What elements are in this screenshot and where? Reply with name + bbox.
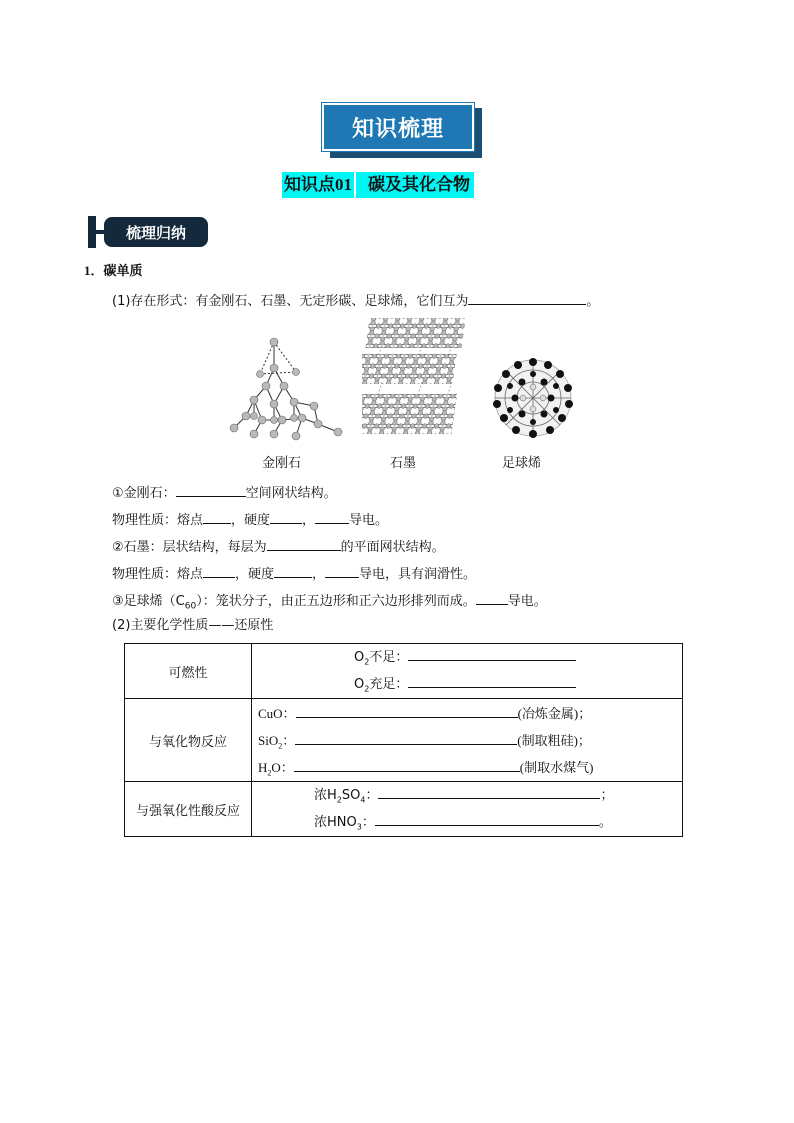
acid-h2so4: 浓$H_2SO_4$： ；: [252, 782, 682, 809]
caption-fullerene: 足球烯: [502, 456, 542, 471]
oxide-sio2: SiO$_2$： (制取粗硅)；: [252, 727, 682, 754]
caption-diamond: 金刚石: [262, 456, 302, 471]
blank-sio2[interactable]: [295, 730, 517, 745]
table-row: [125, 699, 683, 782]
heading-1: [84, 262, 143, 281]
row-label: 与氧化物反应: [125, 699, 252, 782]
blank-graphite-mp[interactable]: [203, 563, 235, 578]
diamond-suffix: 空间网状结构。: [245, 486, 337, 501]
blank-diamond-conduct[interactable]: [315, 509, 349, 524]
title-banner: [322, 103, 474, 151]
forms-line: [112, 290, 599, 311]
blank-diamond-mp[interactable]: [203, 509, 231, 524]
phys2-a: 物理性质：熔点: [112, 567, 204, 582]
knowledge-point-title: [282, 172, 474, 198]
blank-combustion-insufficient[interactable]: [408, 646, 576, 661]
chem-heading: (2)主要化学性质——还原性: [112, 618, 274, 633]
blank-graphite-hardness[interactable]: [274, 563, 312, 578]
blank-combustion-sufficient[interactable]: [408, 673, 576, 688]
heading-1-text: 碳单质: [103, 264, 143, 279]
table-row: [125, 782, 683, 837]
row-label: 可燃性: [125, 644, 252, 699]
forms-end: 。: [586, 294, 600, 309]
blank-diamond-structure[interactable]: [176, 482, 246, 497]
diamond-prefix: ①金刚石：: [112, 486, 176, 501]
blank-h2o[interactable]: [294, 757, 520, 772]
oxide-cuo: CuO： (冶炼金属)；: [252, 700, 682, 727]
section-tag-label: 梳理归纳: [125, 223, 186, 242]
graphite-suffix: 的平面网状结构。: [340, 540, 445, 555]
blank-allotrope[interactable]: [468, 290, 586, 305]
combustion-sufficient: $O_2$充足：: [252, 671, 682, 698]
table-row: [125, 644, 683, 699]
diamond-line: [112, 482, 337, 503]
blank-fullerene-conduct[interactable]: [476, 590, 508, 605]
fullerene-line: [112, 590, 547, 616]
knowledge-point-number: 知识点01: [282, 172, 354, 198]
blank-h2so4[interactable]: [378, 784, 600, 799]
blank-diamond-hardness[interactable]: [270, 509, 302, 524]
fullerene-prefix: ③足球烯（C: [112, 594, 185, 609]
knowledge-point-text: 碳及其化合物: [356, 172, 474, 198]
row-label: 与强氧化性酸反应: [125, 782, 252, 837]
fullerene-suffix: ）：笼状分子，由正五边形和正六边形排列而成。: [196, 594, 476, 609]
blank-cuo[interactable]: [296, 703, 518, 718]
graphite-prefix: ②石墨：层状结构，每层为: [112, 540, 267, 555]
graphite-structure-figure: [362, 316, 470, 440]
heading-1-number: 1．: [84, 263, 104, 278]
phys2-b: ，硬度: [235, 567, 275, 582]
combustion-cell: [252, 644, 683, 699]
phys2-c: ，: [312, 567, 326, 582]
diamond-structure-figure: [226, 334, 352, 442]
graphite-physical-line: [112, 563, 476, 584]
caption-graphite: 石墨: [390, 456, 417, 471]
oxide-h2o: $H_2O$： (制取水煤气): [252, 754, 682, 781]
blank-graphite-conduct[interactable]: [325, 563, 359, 578]
chem-properties-table: [124, 643, 683, 837]
phys1-d: 导电。: [349, 513, 389, 528]
phys2-d: 导电，具有润滑性。: [359, 567, 477, 582]
acid-cell: [252, 782, 683, 837]
fullerene-subscript: 60: [184, 601, 197, 612]
phys1-b: ，硬度: [231, 513, 271, 528]
combustion-insufficient: $O_2$不足：: [252, 644, 682, 671]
fullerene-structure-figure: [488, 354, 578, 442]
blank-graphite-shape[interactable]: [267, 536, 341, 551]
phys1-c: ，: [302, 513, 316, 528]
diamond-physical-line: [112, 509, 388, 530]
section-tag: [104, 217, 208, 247]
graphite-line: [112, 536, 445, 557]
phys1-a: 物理性质：熔点: [112, 513, 204, 528]
forms-text: (1)存在形式：有金刚石、石墨、无定形碳、足球烯，它们互为: [112, 294, 469, 309]
oxide-cell: [252, 699, 683, 782]
banner-title: 知识梳理: [351, 116, 444, 142]
fullerene-end: 导电。: [507, 594, 547, 609]
acid-hno3: 浓$HNO_3$： 。: [252, 809, 682, 836]
blank-hno3[interactable]: [375, 811, 599, 826]
